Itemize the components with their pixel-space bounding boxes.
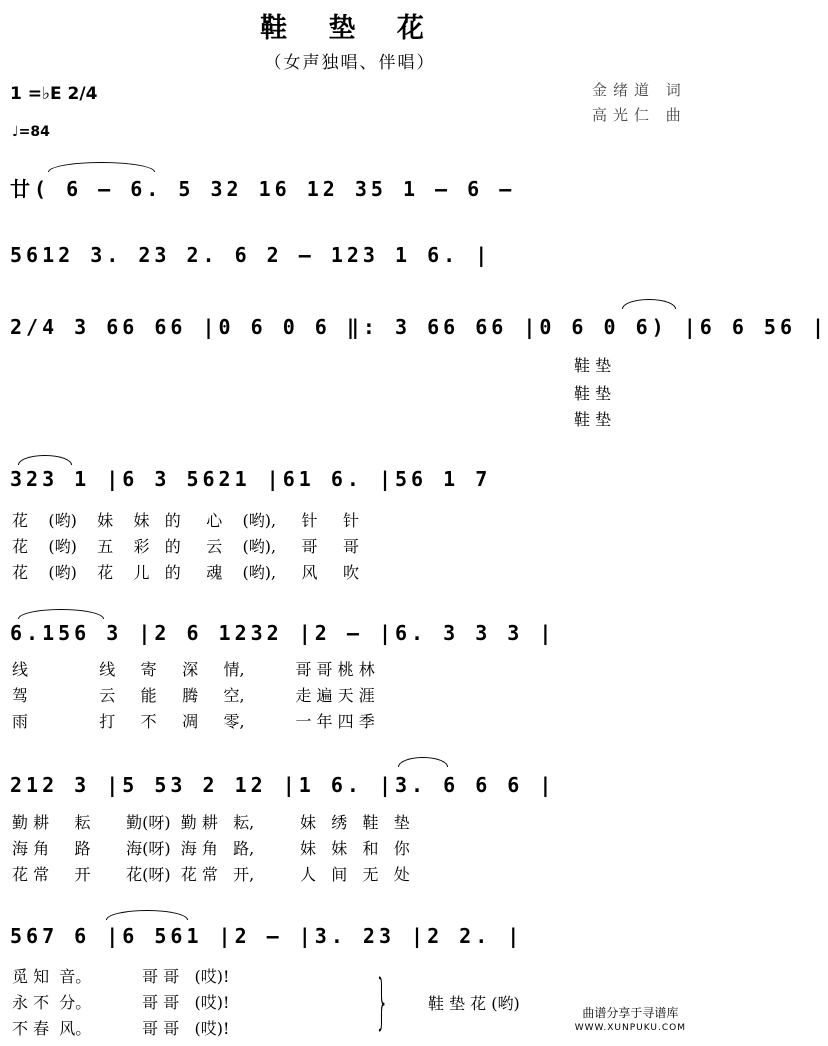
slur bbox=[18, 609, 104, 619]
refrain-lyric: 鞋 垫 花 (哟) bbox=[428, 994, 520, 1013]
lyric-row3-verse3: 花 常 开 花(呀) 花 常 开, 人 间 无 处 bbox=[12, 865, 410, 884]
notation-line-7: 567 6 |6 561 |2 – |3. 23 |2 2. | bbox=[10, 924, 524, 948]
lyric-row1-verse2: 花 (哟) 五 彩 的 云 (哟), 哥 哥 bbox=[12, 537, 359, 556]
lyric-row2-verse2: 驾 云 能 腾 空, 走 遍 天 涯 bbox=[12, 686, 375, 705]
lyricist-credit: 金绪道 词 bbox=[592, 81, 687, 99]
site-watermark bbox=[575, 1006, 686, 1036]
slur bbox=[106, 910, 188, 920]
pre-lyric-1: 鞋 垫 bbox=[574, 356, 612, 375]
pre-lyric-3: 鞋 垫 bbox=[574, 410, 612, 429]
slur bbox=[622, 299, 676, 309]
slur bbox=[398, 757, 448, 767]
lyric-row4-verse2: 永 不 分。 哥 哥 (哎)! bbox=[12, 993, 230, 1012]
lyric-row3-verse1: 勤 耕 耘 勤(呀) 勤 耕 耘, 妹 绣 鞋 垫 bbox=[12, 813, 410, 832]
lyric-row1-verse3: 花 (哟) 花 儿 的 魂 (哟), 风 吹 bbox=[12, 563, 359, 582]
composer-credit: 高光仁 曲 bbox=[592, 106, 687, 124]
notation-line-1: 廿( 6 – 6. 5 32 16 12 35 1 – 6 – bbox=[10, 177, 516, 201]
lyric-row2-verse1: 线 线 寄 深 情, 哥 哥 桃 林 bbox=[12, 660, 375, 679]
brace-icon: } bbox=[375, 967, 389, 1037]
notation-line-4: 323 1 |6 3 5621 |61 6. |56 1 7 bbox=[10, 467, 492, 491]
slur bbox=[18, 455, 72, 465]
song-subtitle: （女声独唱、伴唱） bbox=[264, 53, 436, 73]
lyric-row4-verse3: 不 春 风。 哥 哥 (哎)! bbox=[12, 1019, 230, 1038]
watermark-url: WWW.XUNPUKU.COM bbox=[574, 1023, 686, 1033]
lyric-row1-verse1: 花 (哟) 妹 妹 的 心 (哟), 针 针 bbox=[12, 511, 359, 530]
notation-line-6: 212 3 |5 53 2 12 |1 6. |3. 6 6 6 | bbox=[10, 773, 556, 797]
watermark-line-1: 曲谱分享于寻谱库 bbox=[582, 1006, 679, 1020]
pre-lyric-2: 鞋 垫 bbox=[574, 384, 612, 403]
song-title: 鞋 垫 花 bbox=[260, 13, 440, 44]
lyric-row4-verse1: 觅 知 音。 哥 哥 (哎)! bbox=[12, 967, 230, 986]
notation-line-2: 5612 3. 23 2. 6 2 – 123 1 6. | bbox=[10, 243, 492, 267]
slur bbox=[48, 162, 155, 172]
key-signature: 1 =♭E 2/4 bbox=[10, 84, 98, 104]
notation-line-5: 6.156 3 |2 6 1232 |2 – |6. 3 3 3 | bbox=[10, 621, 556, 645]
notation-line-3: 2/4 3 66 66 |0 6 0 6 ‖: 3 66 66 |0 6 0 6) |6 6 56 | bbox=[10, 315, 828, 339]
lyric-row3-verse2: 海 角 路 海(呀) 海 角 路, 妹 妹 和 你 bbox=[12, 839, 410, 858]
lyric-row2-verse3: 雨 打 不 凋 零, 一 年 四 季 bbox=[12, 712, 375, 731]
tempo-marking: ♩=84 bbox=[12, 124, 50, 140]
